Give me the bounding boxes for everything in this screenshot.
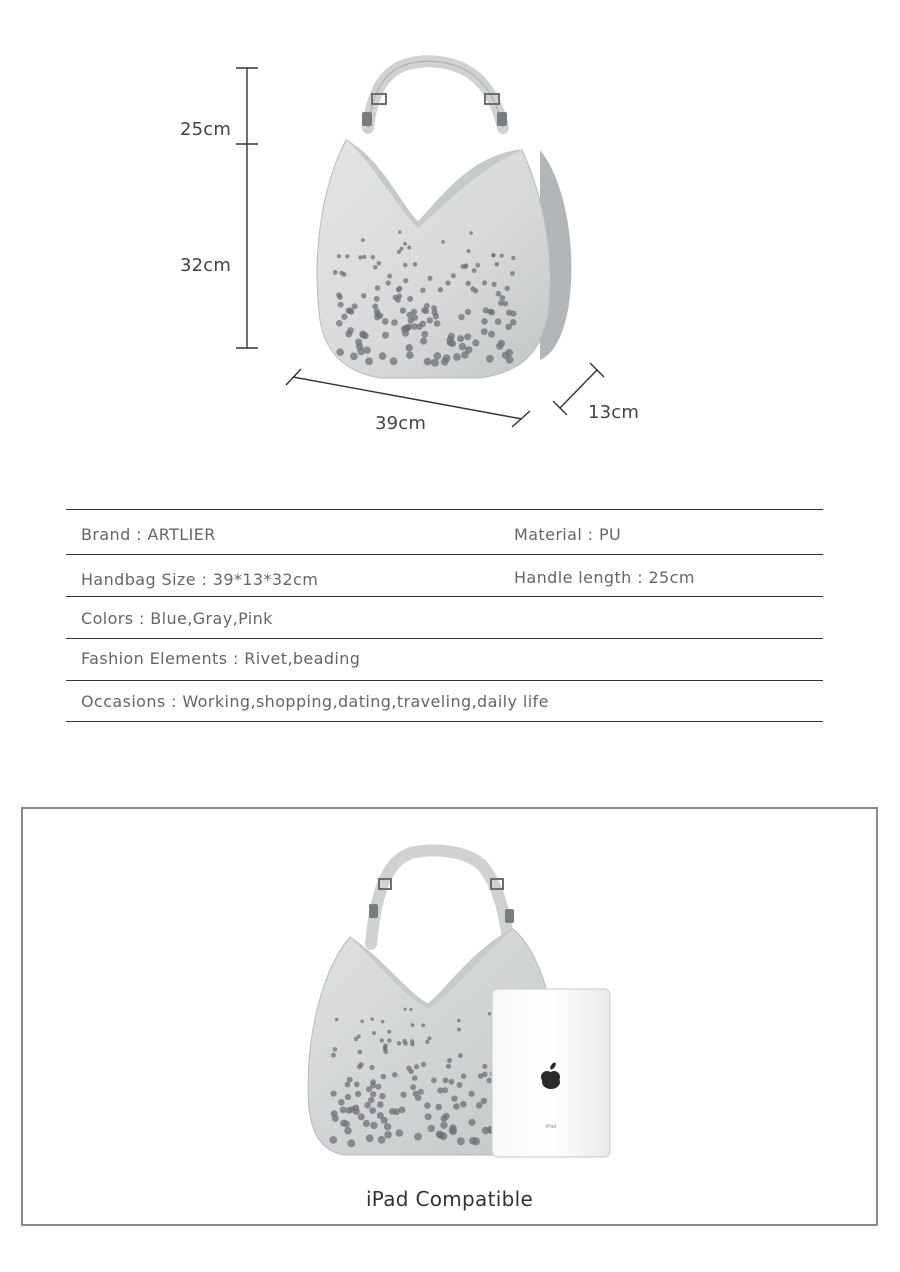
spec-occasions: Occasions : Working,shopping,dating,traveling,daily life (81, 692, 549, 711)
rivet-dot (357, 1064, 362, 1069)
rivet-dot (492, 253, 496, 257)
rivet-dot (413, 262, 418, 267)
rivet-dot (384, 1123, 391, 1130)
rivet-dot (399, 247, 403, 251)
rivet-dot (468, 1091, 474, 1097)
rivet-dot (377, 1101, 384, 1108)
rivet-dot (347, 1077, 353, 1083)
rivet-dot (438, 287, 443, 292)
rivet-dot (355, 1091, 361, 1097)
rivet-dot (371, 1017, 375, 1021)
ipad-compare-box (21, 807, 878, 1226)
rivet-dot (393, 1108, 400, 1115)
rivet-dot (442, 1087, 448, 1093)
rivet-dot (457, 335, 464, 342)
rivet-dot (338, 1099, 345, 1106)
rivet-dot (369, 1065, 374, 1070)
rivet-dot (482, 1127, 490, 1135)
rivet-dot (406, 344, 413, 351)
bag-dimension-diagram (0, 0, 900, 470)
rivet-dot (352, 303, 358, 309)
ipad-label: iPad (545, 1124, 557, 1130)
rivet-dot (377, 1112, 384, 1119)
rivet-dot (347, 1139, 355, 1147)
rivet-dot (358, 1113, 365, 1120)
rivet-dot (381, 1074, 387, 1080)
rivet-dot (345, 1094, 351, 1100)
rivet-dot (400, 1092, 406, 1098)
spec-table (66, 509, 823, 722)
rivet-dot (338, 302, 344, 308)
spec-row (66, 638, 823, 680)
rivet-dot (403, 242, 407, 246)
rivet-dot (495, 262, 500, 267)
rivet-dot (505, 324, 512, 331)
rivet-dot (496, 291, 502, 297)
rivet-dot (396, 287, 401, 292)
rivet-dot (379, 1093, 385, 1099)
rivet-dot (481, 328, 488, 335)
rivet-dot (345, 254, 349, 258)
rivet-dot (384, 1131, 392, 1139)
rivet-dot (361, 238, 365, 242)
rivet-dot (460, 264, 465, 269)
body-height-label: 32cm (180, 255, 232, 276)
spec-row (66, 680, 823, 722)
rivet-dot (398, 230, 401, 233)
rivet-dot (511, 256, 515, 260)
rivet-dot (457, 1028, 461, 1032)
rivet-dot (361, 293, 367, 299)
rivet-dot (457, 1137, 465, 1145)
rivet-dot (418, 1089, 424, 1095)
rivet-dot (459, 343, 466, 350)
rivet-dot (431, 1077, 437, 1083)
spec-row (66, 596, 823, 638)
rivet-dot (378, 1136, 386, 1144)
rivet-dot (470, 286, 475, 291)
rivet-dot (421, 1062, 426, 1067)
rivet-dot (366, 1134, 374, 1142)
rivet-dot (421, 1023, 425, 1027)
rivet-dot (370, 1091, 376, 1097)
rivet-dot (380, 1038, 384, 1042)
rivet-dot (383, 1046, 388, 1051)
rivet-dot (337, 294, 343, 300)
rivet-dot (356, 343, 363, 350)
rivet-dot (447, 336, 454, 343)
rivet-dot (441, 240, 445, 244)
rivet-dot (407, 296, 413, 302)
rivet-dot (469, 231, 472, 234)
rivet-dot (510, 271, 515, 276)
rivet-dot (409, 1069, 414, 1074)
rivet-dot (424, 303, 430, 309)
rivet-dot (498, 340, 505, 347)
handle-height-label: 25cm (180, 119, 232, 140)
spec-fashion-elements: Fashion Elements : Rivet,beading (81, 649, 361, 668)
rivet-dot (468, 1119, 475, 1126)
rivet-dot (414, 1133, 422, 1141)
spec-colors: Colors : Blue,Gray,Pink (81, 609, 273, 628)
rivet-dot (375, 1084, 381, 1090)
handbag-image (317, 61, 571, 378)
rivet-dot (333, 1047, 338, 1052)
rivet-dot (406, 351, 414, 359)
rivet-dot (502, 352, 510, 360)
rivet-dot (482, 1064, 487, 1069)
rivet-dot (457, 1019, 461, 1023)
rivet-dot (411, 1023, 415, 1027)
rivet-dot (451, 273, 456, 278)
rivet-dot (364, 1102, 371, 1109)
rivet-dot (447, 1058, 452, 1063)
rivet-dot (482, 280, 487, 285)
rivet-dot (404, 1008, 407, 1011)
rivet-dot (486, 355, 494, 363)
rivet-dot (449, 1079, 455, 1085)
rivet-dot (460, 1101, 467, 1108)
dimension-illustration (0, 0, 900, 470)
rivet-dot (360, 1019, 364, 1023)
rivet-dot (472, 1137, 480, 1145)
rivet-dot (440, 1122, 447, 1129)
rivet-dot (403, 263, 408, 268)
rivet-dot (472, 268, 477, 273)
rivet-dot (354, 1081, 360, 1087)
rivet-dot (434, 352, 442, 360)
rivet-dot (458, 314, 464, 320)
rivet-dot (424, 358, 432, 366)
rivet-dot (478, 1073, 484, 1079)
rivet-dot (368, 1097, 374, 1103)
width-label: 39cm (375, 413, 427, 434)
rivet-dot (402, 1039, 406, 1043)
rivet-dot (362, 332, 369, 339)
rivet-dot (387, 1039, 391, 1043)
rivet-dot (495, 318, 502, 325)
rivet-dot (461, 1073, 467, 1079)
rivet-dot (363, 347, 370, 354)
rivet-dot (336, 348, 344, 356)
rivet-dot (488, 331, 495, 338)
rivet-dot (369, 1107, 376, 1114)
rivet-dot (421, 331, 428, 338)
spec-row (66, 509, 823, 554)
rivet-dot (335, 1018, 339, 1022)
rivet-dot (373, 265, 378, 270)
rivet-dot (436, 1131, 444, 1139)
rivet-dot (464, 333, 471, 340)
rivet-dot (357, 1034, 361, 1038)
rivet-dot (365, 357, 373, 365)
rivet-dot (431, 359, 439, 367)
rivet-dot (377, 261, 382, 266)
rivet-dot (488, 1012, 491, 1015)
rivet-dot (353, 1108, 360, 1115)
rivet-dot (347, 308, 353, 314)
rivet-dot (446, 1064, 451, 1069)
rivet-dot (382, 332, 389, 339)
rivet-dot (403, 278, 408, 283)
rivet-dot (492, 282, 497, 287)
rivet-dot (476, 263, 481, 268)
rivet-dot (347, 327, 354, 334)
rivet-dot (465, 309, 471, 315)
rivet-dot (375, 285, 380, 290)
rivet-dot (382, 318, 389, 325)
rivet-dot (425, 1113, 432, 1120)
rivet-dot (414, 1064, 419, 1069)
rivet-dot (340, 1107, 347, 1114)
rivet-dot (410, 1084, 416, 1090)
rivet-dot (407, 246, 411, 250)
rivet-dot (379, 352, 387, 360)
rivet-dot (358, 255, 362, 259)
spec-handle-length: Handle length : 25cm (514, 568, 695, 587)
rivet-dot (377, 313, 383, 319)
rivet-dot (410, 1039, 414, 1043)
rivet-dot (481, 1098, 487, 1104)
rivet-dot (441, 358, 449, 366)
depth-label: 13cm (588, 402, 640, 423)
rivet-dot (331, 1053, 336, 1058)
rivet-dot (400, 307, 406, 313)
rivet-dot (427, 1036, 431, 1040)
rivet-dot (412, 1075, 418, 1081)
rivet-dot (445, 280, 450, 285)
rivet-dot (341, 314, 347, 320)
rivet-dot (420, 338, 427, 345)
rivet-dot (371, 255, 375, 259)
rivet-dot (434, 320, 441, 327)
rivet-dot (458, 1053, 463, 1058)
rivet-dot (427, 317, 433, 323)
rivet-dot (370, 1122, 377, 1129)
rivet-dot (381, 1020, 385, 1024)
rivet-dot (372, 1031, 376, 1035)
rivet-dot (409, 1008, 412, 1011)
rivet-dot (451, 1095, 457, 1101)
rivet-dot (481, 318, 488, 325)
spec-size: Handbag Size : 39*13*32cm (81, 570, 319, 589)
rivet-dot (374, 296, 380, 302)
rivet-dot (329, 1136, 337, 1144)
rivet-dot (331, 1091, 337, 1097)
rivet-dot (350, 353, 358, 361)
rivet-dot (466, 281, 471, 286)
rivet-dot (386, 280, 391, 285)
rivet-dot (393, 295, 399, 301)
rivet-dot (505, 286, 510, 291)
spec-brand: Brand : ARTLIER (81, 525, 216, 544)
rivet-dot (453, 353, 461, 361)
rivet-dot (372, 303, 378, 309)
spec-material: Material : PU (514, 525, 622, 544)
rivet-dot (428, 1125, 435, 1132)
rivet-dot (339, 271, 344, 276)
rivet-dot (392, 1072, 398, 1078)
rivet-dot (443, 1077, 449, 1083)
rivet-dot (343, 1120, 350, 1127)
rivet-dot (391, 319, 398, 326)
rivet-dot (435, 1104, 442, 1111)
rivet-dot (333, 270, 338, 275)
rivet-dot (401, 326, 408, 333)
rivet-dot (337, 254, 341, 258)
rivet-dot (416, 323, 423, 330)
rivet-dot (387, 274, 392, 279)
rivet-dot (510, 311, 516, 317)
rivet-dot (390, 357, 398, 365)
rivet-dot (487, 309, 493, 315)
rivet-dot (472, 339, 479, 346)
rivet-dot (449, 1126, 457, 1134)
ipad-image (492, 989, 610, 1157)
rivet-dot (465, 346, 472, 353)
rivet-dot (467, 249, 471, 253)
rivet-dot (332, 1115, 339, 1122)
spec-row (66, 554, 823, 596)
rivet-dot (397, 1041, 401, 1045)
ipad-compatible-caption: iPad Compatible (365, 1187, 534, 1211)
height-dimension-line (236, 68, 258, 348)
rivet-dot (424, 1102, 431, 1109)
rivet-dot (396, 1129, 404, 1137)
rivet-dot (500, 295, 506, 301)
rivet-dot (453, 1103, 460, 1110)
rivet-dot (420, 288, 425, 293)
rivet-dot (387, 1030, 391, 1034)
rivet-dot (357, 1050, 362, 1055)
rivet-dot (441, 1115, 448, 1122)
rivet-dot (412, 314, 418, 320)
rivet-dot (498, 300, 504, 306)
rivet-dot (370, 1079, 376, 1085)
rivet-dot (363, 1120, 370, 1127)
rivet-dot (336, 320, 343, 327)
rivet-dot (500, 254, 504, 258)
rivet-dot (344, 1127, 352, 1135)
handbag-with-ipad-image (23, 809, 876, 1179)
rivet-dot (428, 276, 433, 281)
rivet-dot (362, 255, 366, 259)
rivet-dot (432, 309, 438, 315)
rivet-dot (457, 1082, 463, 1088)
